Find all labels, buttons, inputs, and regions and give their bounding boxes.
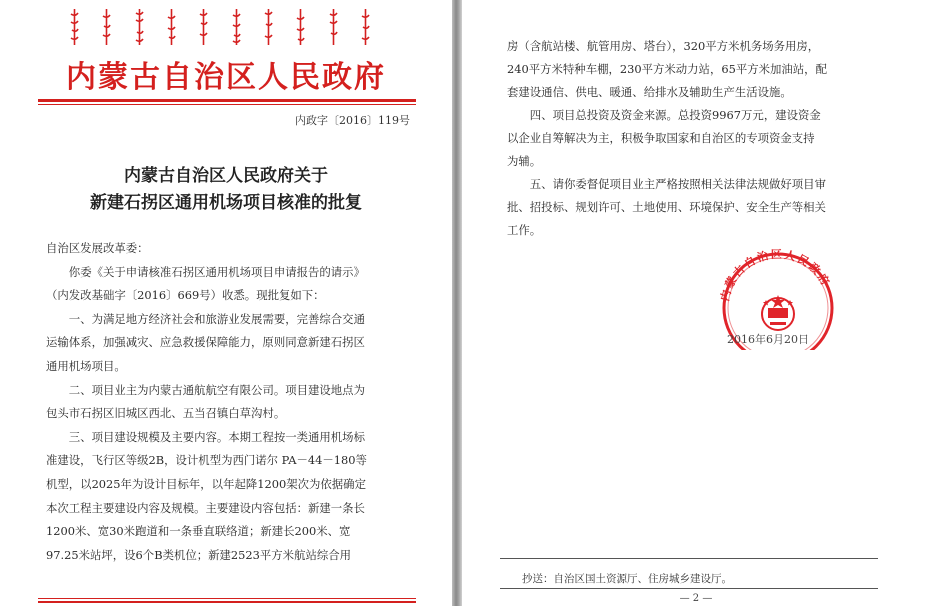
document-title-line-1: 内蒙古自治区人民政府关于 <box>124 166 328 186</box>
seal-text: 内蒙古自治区人民政府 <box>718 247 833 303</box>
issue-date: 2016年6月20日 <box>727 333 809 346</box>
body-line: 为辅。 <box>507 154 542 168</box>
body-line: 四、项目总投资及资金来源。总投资9967万元，建设资金 <box>529 108 821 122</box>
body-line: 机型，以2025年为设计目标年，以年起降1200架次为依据确定 <box>46 476 366 491</box>
body-line: 你委《关于申请核准石拐区通用机场项目申请报告的请示》 <box>68 264 365 279</box>
page-gutter <box>452 0 462 606</box>
body-line: 1200米、宽30米跑道和一条垂直联络道；新建长200米、宽 <box>46 524 351 539</box>
addressee: 自治区发展改革委： <box>46 241 149 255</box>
body-line: 批、招投标、规划许可、土地使用、环境保护、安全生产等相关 <box>507 200 826 214</box>
document-page-right <box>462 0 930 606</box>
red-footer-rule-thick <box>38 601 416 603</box>
body-line: 97.25米站坪，设6个B类机位；新建2523平方米航站综合用 <box>46 547 352 562</box>
cc-divider-bottom <box>500 588 878 589</box>
body-line: 二、项目业主为内蒙古通航航空有限公司。项目建设地点为 <box>68 382 365 397</box>
document-page-left <box>0 0 452 606</box>
document-title-line-2: 新建石拐区通用机场项目核准的批复 <box>90 193 362 213</box>
red-divider-thin <box>38 104 416 105</box>
red-footer-rule <box>38 598 416 599</box>
body-line: 准建设，飞行区等级2B，设计机型为西门诺尔 PA－44－180等 <box>46 453 367 468</box>
body-line: 以企业自筹解决为主，积极争取国家和自治区的专项资金支持 <box>507 131 815 145</box>
cc-divider-top <box>500 558 878 559</box>
body-line: 240平方米特种车棚，230平方米动力站，65平方米加油站，配 <box>507 62 827 76</box>
body-line: 包头市石拐区旧城区西北、五当召镇白草沟村。 <box>46 406 286 421</box>
body-line: 房（含航站楼、航管用房、塔台），320平方米机务场务用房， <box>507 39 820 53</box>
red-divider-thick <box>38 99 416 102</box>
issuer-title: 内蒙古自治区人民政府 <box>66 60 386 95</box>
body-line: 通用机场项目。 <box>46 358 126 373</box>
body-line: （内发改基础字〔2016〕669号）收悉。现批复如下： <box>46 288 325 303</box>
cc-line: 抄送：自治区国土资源厅、住房城乡建设厅。 <box>522 573 732 585</box>
body-line: 套建设通信、供电、暖通、给排水及辅助生产生活设施。 <box>507 85 792 99</box>
body-line: 三、项目建设规模及主要内容。本期工程按一类通用机场标 <box>68 429 365 444</box>
body-line: 工作。 <box>507 223 542 237</box>
page-number: — 2 — <box>679 593 713 604</box>
body-line: 五、请你委督促项目业主严格按照相关法律法规做好项目审 <box>529 177 826 191</box>
body-line: 一、为满足地方经济社会和旅游业发展需要，完善综合交通 <box>68 311 365 326</box>
mongolian-script-header <box>70 8 370 48</box>
body-line: 运输体系，加强减灾、应急救援保障能力，原则同意新建石拐区 <box>46 335 365 350</box>
document-number: 内政字〔2016〕119号 <box>295 114 410 127</box>
body-line: 本次工程主要建设内容及规模。主要建设内容包括：新建一条长 <box>46 500 365 515</box>
body-text-left <box>46 237 418 567</box>
body-text-right <box>507 35 887 242</box>
